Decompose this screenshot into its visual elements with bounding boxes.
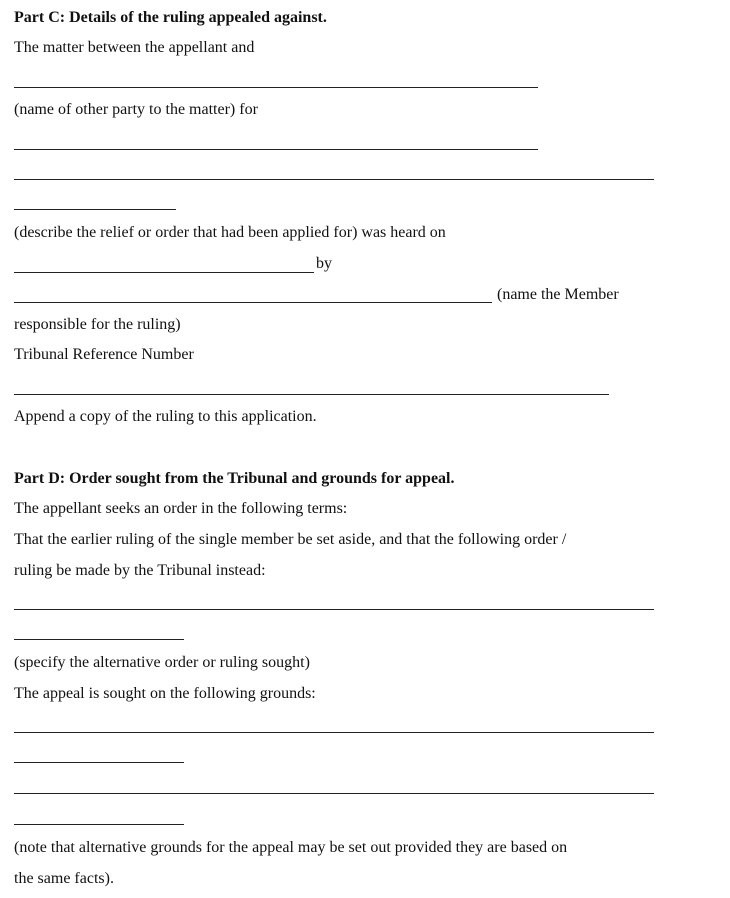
part-c-text-line: Append a copy of the ruling to this application. bbox=[14, 408, 317, 425]
grounds-blank-3[interactable] bbox=[14, 793, 654, 794]
part-d-text-line: the same facts). bbox=[14, 870, 114, 887]
other-party-blank[interactable] bbox=[14, 87, 538, 88]
relief-blank-line-1[interactable] bbox=[14, 149, 538, 150]
part-d-text-line: The appellant seeks an order in the following terms: bbox=[14, 500, 348, 517]
hearing-date-blank[interactable] bbox=[14, 272, 314, 273]
part-c-text-line: The matter between the appellant and bbox=[14, 39, 255, 56]
tribunal-reference-blank[interactable] bbox=[14, 394, 609, 395]
relief-blank-line-3[interactable] bbox=[14, 209, 176, 210]
part-c-text-line: (describe the relief or order that had been applied for) was heard on bbox=[14, 224, 446, 241]
alternative-order-blank-2[interactable] bbox=[14, 639, 184, 640]
part-d-text-line: (note that alternative grounds for the appeal may be set out provided they are based on bbox=[14, 839, 568, 856]
member-name-blank[interactable] bbox=[14, 302, 492, 303]
part-c-text-line: responsible for the ruling) bbox=[14, 316, 181, 333]
part-c-text-line: Tribunal Reference Number bbox=[14, 346, 194, 363]
member-label: (name the Member bbox=[497, 286, 619, 303]
grounds-blank-1[interactable] bbox=[14, 732, 654, 733]
part-c-text-line: (name of other party to the matter) for bbox=[14, 101, 258, 118]
part-d-text-line: The appeal is sought on the following grounds: bbox=[14, 685, 316, 702]
grounds-blank-4[interactable] bbox=[14, 824, 184, 825]
by-label: by bbox=[316, 255, 332, 272]
grounds-blank-2[interactable] bbox=[14, 762, 184, 763]
part-c-heading: Part C: Details of the ruling appealed against. bbox=[14, 9, 327, 26]
alternative-order-blank-1[interactable] bbox=[14, 609, 654, 610]
part-d-heading: Part D: Order sought from the Tribunal and grounds for appeal. bbox=[14, 470, 455, 487]
relief-blank-line-2[interactable] bbox=[14, 179, 654, 180]
part-d-text-line: ruling be made by the Tribunal instead: bbox=[14, 562, 266, 579]
part-d-text-line: (specify the alternative order or ruling sought) bbox=[14, 654, 310, 671]
part-d-text-line: That the earlier ruling of the single member be set aside, and that the following order / bbox=[14, 531, 567, 548]
